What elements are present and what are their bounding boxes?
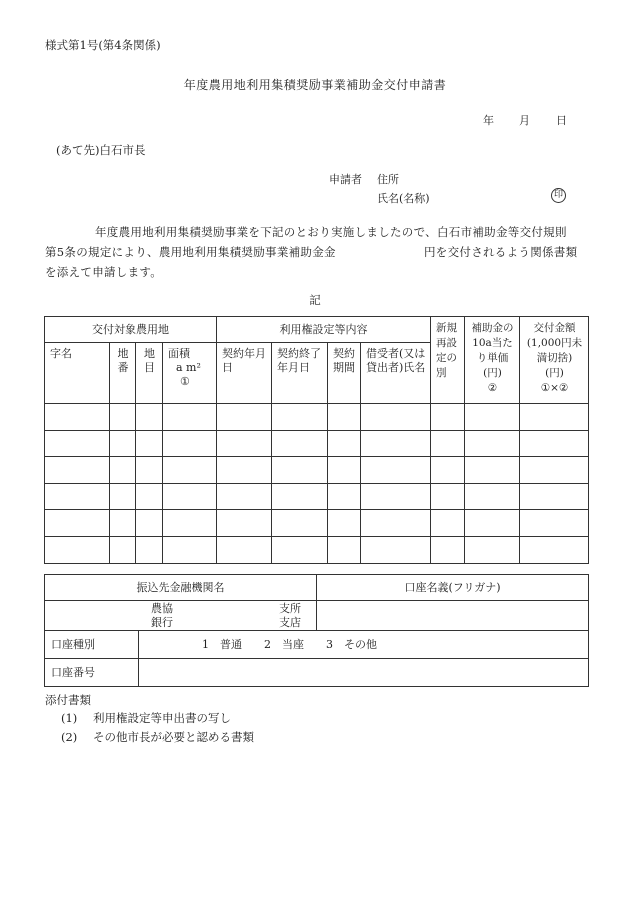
- shisho-label: 支所: [279, 601, 301, 615]
- form-number: 様式第1号(第4条関係): [45, 38, 161, 52]
- date-day-label: 日: [556, 114, 567, 127]
- table-cell[interactable]: [361, 404, 431, 431]
- table-cell[interactable]: [217, 457, 272, 484]
- table-cell[interactable]: [45, 483, 110, 510]
- chimoku-header: 地 目: [136, 343, 163, 404]
- bank-account-table: [44, 574, 589, 687]
- document-title: 年度農用地利用集積奨励事業補助金交付申請書: [183, 78, 447, 92]
- table-cell[interactable]: [465, 483, 520, 510]
- institution-cell[interactable]: [45, 601, 317, 631]
- body-text-line-2: 第5条の規定により、農用地利用集積奨励事業補助金金: [45, 245, 336, 259]
- table-cell[interactable]: [272, 457, 328, 484]
- table-cell[interactable]: [110, 430, 136, 457]
- table-cell[interactable]: [431, 510, 465, 537]
- table-cell[interactable]: [520, 536, 589, 563]
- table-cell[interactable]: [431, 404, 465, 431]
- attachment-item: (1) 利用権設定等申出書の写し: [61, 711, 231, 725]
- shiten-label: 支店: [279, 615, 301, 629]
- attachments-title: 添付書類: [45, 693, 91, 707]
- table-cell[interactable]: [328, 510, 361, 537]
- unit-price-header: 補助金の 10a当た り単価 (円) ②: [465, 317, 520, 404]
- table-row: [45, 404, 589, 431]
- contract-start-header: 契約年月 日: [217, 343, 272, 404]
- account-number-cell[interactable]: [139, 659, 589, 687]
- account-type-label: 口座種別: [45, 631, 139, 659]
- table-cell[interactable]: [136, 483, 163, 510]
- table-cell[interactable]: [217, 536, 272, 563]
- table-cell[interactable]: [45, 430, 110, 457]
- area-header: 面積 a m² ①: [163, 343, 217, 404]
- ki-heading: 記: [309, 293, 321, 307]
- account-number-label: 口座番号: [45, 659, 139, 687]
- table-cell[interactable]: [163, 457, 217, 484]
- table-cell[interactable]: [163, 536, 217, 563]
- table-cell[interactable]: [431, 483, 465, 510]
- addressee: (あて先)白石市長: [56, 143, 146, 157]
- table-cell[interactable]: [110, 483, 136, 510]
- table-cell[interactable]: [136, 457, 163, 484]
- table-cell[interactable]: [136, 536, 163, 563]
- table-cell[interactable]: [361, 457, 431, 484]
- usage-rights-header: 利用権設定等内容: [217, 317, 431, 343]
- body-text-line-2-tail: 円を交付されるよう関係書類: [424, 245, 578, 259]
- table-cell[interactable]: [163, 510, 217, 537]
- account-holder-cell[interactable]: [317, 601, 589, 631]
- address-label: 住所: [377, 173, 399, 186]
- table-cell[interactable]: [136, 404, 163, 431]
- table-cell[interactable]: [217, 510, 272, 537]
- table-cell[interactable]: [328, 536, 361, 563]
- table-cell[interactable]: [361, 510, 431, 537]
- grant-amount-header: 交付金額 (1,000円未 満切捨) (円) ①×②: [520, 317, 589, 404]
- table-cell[interactable]: [431, 536, 465, 563]
- table-row: [45, 536, 589, 563]
- table-row: [45, 457, 589, 484]
- table-cell[interactable]: [45, 457, 110, 484]
- body-text-line-1: 年度農用地利用集積奨励事業を下記のとおり実施しましたので、白石市補助金等交付規則: [95, 225, 567, 239]
- table-cell[interactable]: [520, 404, 589, 431]
- table-cell[interactable]: [110, 536, 136, 563]
- table-cell[interactable]: [361, 430, 431, 457]
- new-reset-header: 新規 再設 定の 別: [431, 317, 465, 404]
- table-cell[interactable]: [465, 536, 520, 563]
- table-cell[interactable]: [163, 483, 217, 510]
- table-row: [45, 430, 589, 457]
- account-holder-header: 口座名義(フリガナ): [317, 575, 589, 601]
- body-text-line-3: を添えて申請します。: [45, 265, 163, 279]
- table-cell[interactable]: [45, 404, 110, 431]
- lessee-name-header: 借受者(又は 貸出者)氏名: [361, 343, 431, 404]
- table-cell[interactable]: [431, 457, 465, 484]
- seal-mark: 印: [551, 188, 566, 203]
- table-cell[interactable]: [45, 510, 110, 537]
- table-row: [45, 510, 589, 537]
- applicant-label: 申請者: [329, 173, 362, 186]
- table-cell[interactable]: [45, 536, 110, 563]
- account-type-options[interactable]: 1 普通 2 当座 3 その他: [139, 631, 589, 659]
- table-cell[interactable]: [520, 457, 589, 484]
- azana-header: 字名: [45, 343, 110, 404]
- table-cell[interactable]: [163, 430, 217, 457]
- table-cell[interactable]: [465, 510, 520, 537]
- table-cell[interactable]: [272, 536, 328, 563]
- table-cell[interactable]: [328, 483, 361, 510]
- contract-end-header: 契約終了 年月日: [272, 343, 328, 404]
- nokyo-label: 農協: [151, 601, 173, 615]
- table-cell[interactable]: [465, 430, 520, 457]
- table-cell[interactable]: [217, 404, 272, 431]
- table-cell[interactable]: [431, 430, 465, 457]
- table-cell[interactable]: [136, 510, 163, 537]
- table-cell[interactable]: [520, 510, 589, 537]
- table-row: [45, 483, 589, 510]
- table-cell[interactable]: [465, 457, 520, 484]
- attachment-item: (2) その他市長が必要と認める書類: [61, 730, 254, 744]
- table-cell[interactable]: [110, 457, 136, 484]
- table-cell[interactable]: [272, 404, 328, 431]
- table-cell[interactable]: [217, 483, 272, 510]
- table-cell[interactable]: [217, 430, 272, 457]
- table-cell[interactable]: [163, 404, 217, 431]
- target-land-header: 交付対象農用地: [45, 317, 217, 343]
- table-cell[interactable]: [520, 430, 589, 457]
- table-cell[interactable]: [520, 483, 589, 510]
- institution-header: 振込先金融機関名: [45, 575, 317, 601]
- table-cell[interactable]: [465, 404, 520, 431]
- date-year-label: 年: [483, 114, 494, 127]
- table-cell[interactable]: [110, 510, 136, 537]
- chiban-header: 地 番: [110, 343, 136, 404]
- table-cell[interactable]: [272, 483, 328, 510]
- land-details-table: [44, 316, 589, 564]
- table-cell[interactable]: [328, 430, 361, 457]
- table-cell[interactable]: [136, 430, 163, 457]
- table-cell[interactable]: [361, 536, 431, 563]
- table-cell[interactable]: [328, 404, 361, 431]
- table-cell[interactable]: [110, 404, 136, 431]
- contract-period-header: 契約 期間: [328, 343, 361, 404]
- table-cell[interactable]: [361, 483, 431, 510]
- table-cell[interactable]: [328, 457, 361, 484]
- date-month-label: 月: [519, 114, 530, 127]
- table-cell[interactable]: [272, 430, 328, 457]
- table-cell[interactable]: [272, 510, 328, 537]
- ginko-label: 銀行: [151, 615, 173, 629]
- name-label: 氏名(名称): [377, 192, 430, 205]
